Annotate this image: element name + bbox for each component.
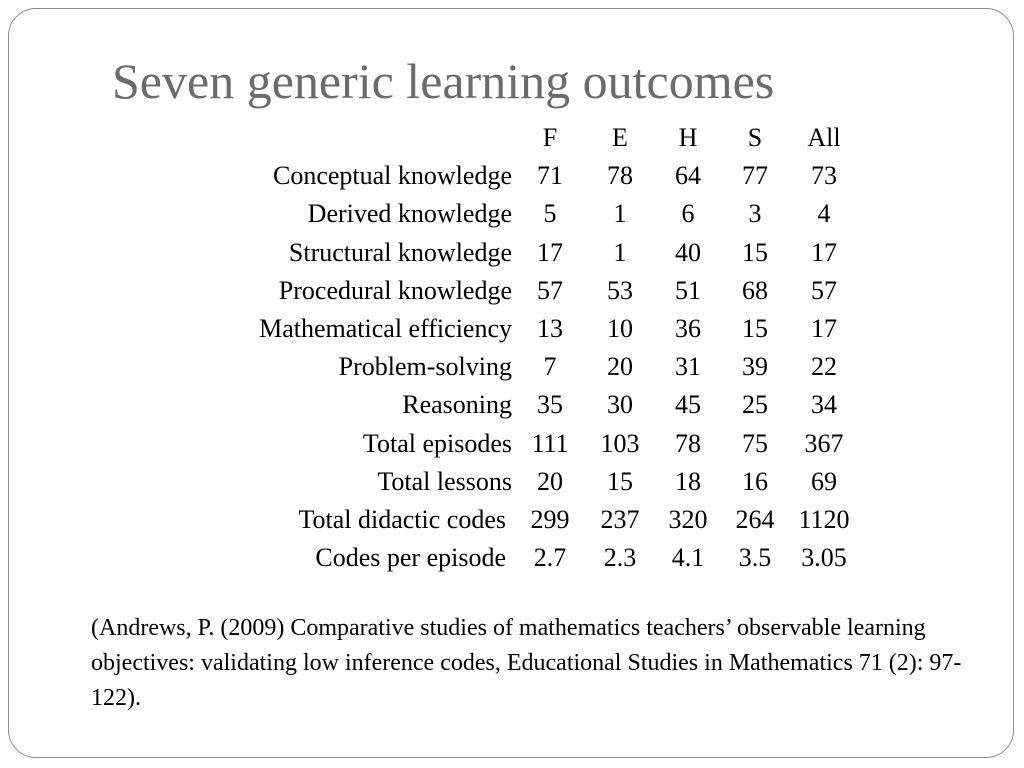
table-cell: 20 [607,352,633,382]
table-row [212,539,854,577]
row-label: Structural knowledge [288,237,512,267]
citation-text: (Andrews, P. (2009) Comparative studies of mathematics teachers’ observable learning objectives: validating low inference codes, Educational Studies in Mathematics 71 (2): 97-122). [91,615,962,711]
table-cell: 13 [537,314,563,344]
table-cell: 15 [742,237,768,267]
table-cell: 20 [537,466,563,496]
table-cell: 22 [811,352,837,382]
table-cell: 17 [811,314,837,344]
table-row [212,425,854,463]
table-cell: 4.1 [671,543,705,573]
row-label: Codes per episode [315,543,506,573]
table-cell: 103 [600,428,640,458]
table-cell: 57 [811,275,837,305]
table-row [212,501,854,539]
table-cell: 3 [748,199,762,229]
table-cell: 3.5 [738,543,772,573]
table-row [212,157,854,195]
table-cell: 5 [543,199,557,229]
row-label: Reasoning [402,390,512,420]
table-row [212,310,854,348]
table-cell: 53 [607,275,633,305]
table-cell: 34 [811,390,837,420]
row-label: Conceptual knowledge [273,161,512,191]
table-cell: 3.05 [801,543,847,573]
table-row [212,348,854,386]
table-cell: 78 [675,428,701,458]
table-cell: 6 [681,199,695,229]
column-header-h: H [678,123,698,152]
table-cell: 1 [613,237,627,267]
column-header-all: All [807,123,841,152]
table-cell: 71 [537,161,563,191]
table-cell: 51 [675,275,701,305]
table-cell: 17 [537,237,563,267]
column-header-f: F [542,123,558,152]
table-row [212,234,854,272]
table-cell: 78 [607,161,633,191]
table-cell: 367 [804,428,844,458]
table-header-row [212,119,854,157]
row-label: Derived knowledge [307,199,512,229]
row-label: Mathematical efficiency [259,314,512,344]
outcomes-table [212,119,854,577]
table-cell: 31 [675,352,701,382]
corner-cell [212,119,520,157]
column-header-s: S [747,123,763,152]
slide-title: Seven generic learning outcomes [112,53,775,109]
table-cell: 10 [607,314,633,344]
table-cell: 111 [531,428,569,458]
table-cell: 45 [675,390,701,420]
row-label: Problem-solving [338,352,512,382]
table-cell: 35 [537,390,563,420]
column-header-e: E [612,123,628,152]
table-cell: 25 [742,390,768,420]
table-row [212,272,854,310]
table-cell: 17 [811,237,837,267]
table-cell: 64 [675,161,701,191]
table-cell: 40 [675,237,701,267]
table-cell: 237 [600,505,640,535]
table-cell: 15 [742,314,768,344]
table-cell: 7 [543,352,557,382]
table-cell: 75 [742,428,768,458]
row-label: Total didactic codes [298,505,506,535]
table-cell: 320 [668,505,708,535]
table-row [212,463,854,501]
table-cell: 4 [817,199,831,229]
table-cell: 299 [530,505,570,535]
table-cell: 18 [675,466,701,496]
table-cell: 69 [811,466,837,496]
table-cell: 2.7 [533,543,567,573]
row-label: Total lessons [377,466,512,496]
table-cell: 57 [537,275,563,305]
row-label: Total episodes [362,428,512,458]
table-cell: 264 [735,505,775,535]
table-row [212,195,854,233]
table-cell: 68 [742,275,768,305]
table-cell: 39 [742,352,768,382]
table-cell: 77 [742,161,768,191]
row-label: Procedural knowledge [278,275,512,305]
table-body [212,157,854,577]
table-cell: 30 [607,390,633,420]
table-cell: 15 [607,466,633,496]
table-cell: 36 [675,314,701,344]
table-cell: 2.3 [603,543,637,573]
table-cell: 16 [742,466,768,496]
table-row [212,386,854,424]
table-cell: 1120 [798,505,850,535]
table-cell: 1 [613,199,627,229]
table-cell: 73 [811,161,837,191]
